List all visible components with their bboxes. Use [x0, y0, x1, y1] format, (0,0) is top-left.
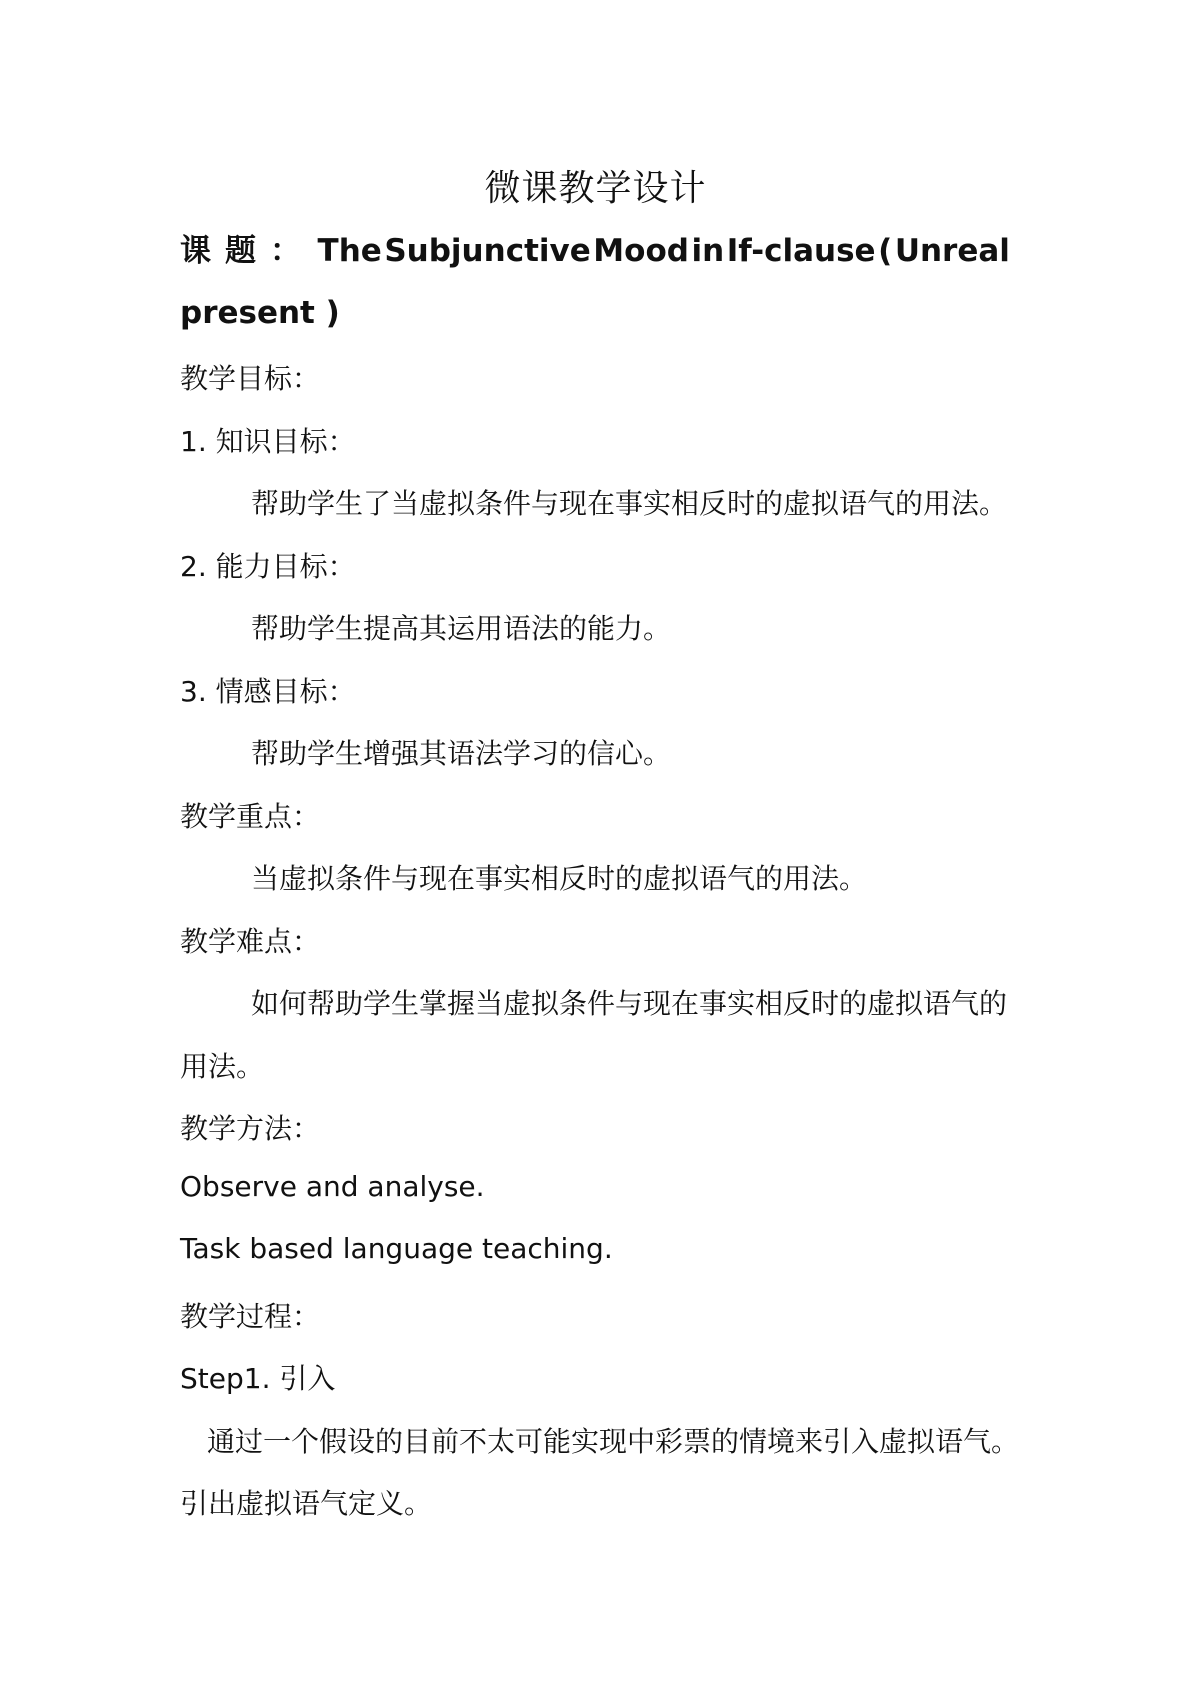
subject-line-1	[180, 220, 1010, 282]
subject-block	[180, 220, 1010, 344]
subject-word: Unreal	[894, 233, 1010, 269]
objective-1-text: 帮助学生了当虚拟条件与现在事实相反时的虚拟语气的用法。	[251, 487, 1008, 520]
document-title: 微课教学设计	[484, 168, 707, 209]
methods-heading: 教学方法：	[180, 1112, 321, 1145]
objective-3-heading: 3. 情感目标：	[180, 675, 356, 708]
subject-word: (	[878, 233, 893, 269]
difficulties-heading: 教学难点：	[180, 925, 321, 958]
subject-label: 课题：	[180, 233, 315, 269]
subject-word: If-clause	[726, 233, 876, 269]
step1-heading: Step1. 引入	[180, 1362, 336, 1395]
objective-2-text: 帮助学生提高其运用语法的能力。	[251, 612, 672, 645]
method-item: Observe and analyse.	[180, 1170, 485, 1203]
subject-word: Mood	[593, 233, 689, 269]
objective-2-heading: 2. 能力目标：	[180, 550, 356, 583]
process-heading: 教学过程：	[180, 1300, 321, 1333]
key-points-heading: 教学重点：	[180, 800, 321, 833]
method-item: Task based language teaching.	[180, 1232, 613, 1265]
subject-line-2: present )	[180, 295, 340, 331]
step1-text-line-2: 引出虚拟语气定义。	[180, 1487, 433, 1520]
objectives-heading: 教学目标：	[180, 362, 321, 395]
step1-text-line-1: 通过一个假设的目前不太可能实现中彩票的情境来引入虚拟语气。	[207, 1425, 1020, 1458]
objective-1-heading: 1. 知识目标：	[180, 425, 356, 458]
subject-word: The	[317, 233, 382, 269]
objective-3-text: 帮助学生增强其语法学习的信心。	[251, 737, 672, 770]
key-points-text: 当虚拟条件与现在事实相反时的虚拟语气的用法。	[251, 862, 868, 895]
difficulties-text-line-2: 用法。	[180, 1050, 265, 1083]
difficulties-text-line-1: 如何帮助学生掌握当虚拟条件与现在事实相反时的虚拟语气的	[251, 987, 1008, 1020]
subject-word: in	[691, 233, 725, 269]
subject-word: Subjunctive	[384, 233, 591, 269]
